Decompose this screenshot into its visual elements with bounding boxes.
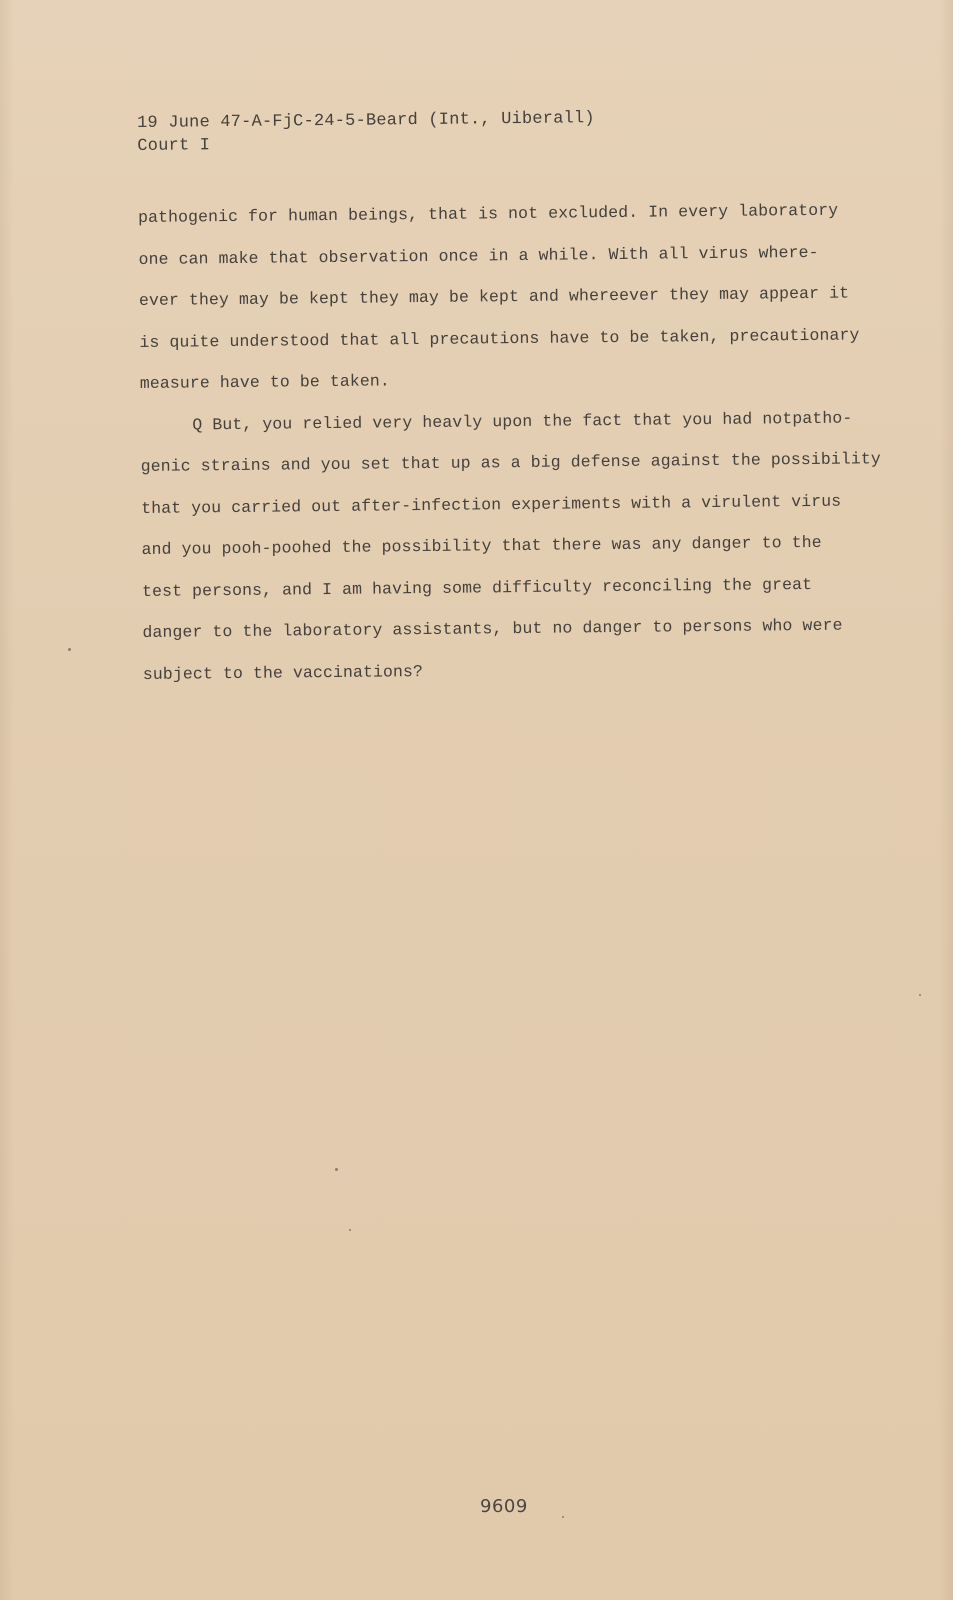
document-header (137, 107, 595, 158)
transcript-line: danger to the laboratory assistants, but no danger to persons who were (142, 615, 843, 642)
transcript-line: test persons, and I am having some difficulty reconciling the great (141, 574, 813, 601)
transcript-line: subject to the vaccinations? (142, 661, 424, 684)
paper-speck (919, 994, 921, 996)
transcript-line: measure have to be taken. (139, 371, 390, 393)
paper-speck (335, 1168, 338, 1171)
transcript-line-question: Q But, you relied very heavly upon the fact that you had notpatho- (192, 408, 853, 434)
transcript-line: and you pooh-poohed the possibility that there was any danger to the (141, 532, 822, 559)
header-line-date-case: 19 June 47-A-FjC-24-5-Beard (Int., Uiberall) (137, 109, 595, 133)
transcript-line: is quite understood that all precautions have to be taken, precautionary (139, 324, 860, 352)
header-line-court: Court I (137, 136, 211, 156)
transcript-line: genic strains and you set that up as a big defense against the possibility (140, 449, 881, 476)
transcript-line: one can make that observation once in a while. With all virus where- (138, 242, 819, 269)
page-number: 9609 (480, 1496, 528, 1517)
paper-speck (349, 1229, 351, 1231)
transcript-line: ever they may be kept they may be kept and whereever they may appear it (138, 283, 850, 310)
transcript-line: pathogenic for human beings, that is not excluded. In every laboratory (138, 200, 839, 227)
paper-speck (68, 648, 71, 651)
transcript-line: that you carried out after-infection experiments with a virulent virus (141, 491, 842, 518)
paper-speck (562, 1516, 564, 1518)
transcript-body (138, 200, 903, 706)
